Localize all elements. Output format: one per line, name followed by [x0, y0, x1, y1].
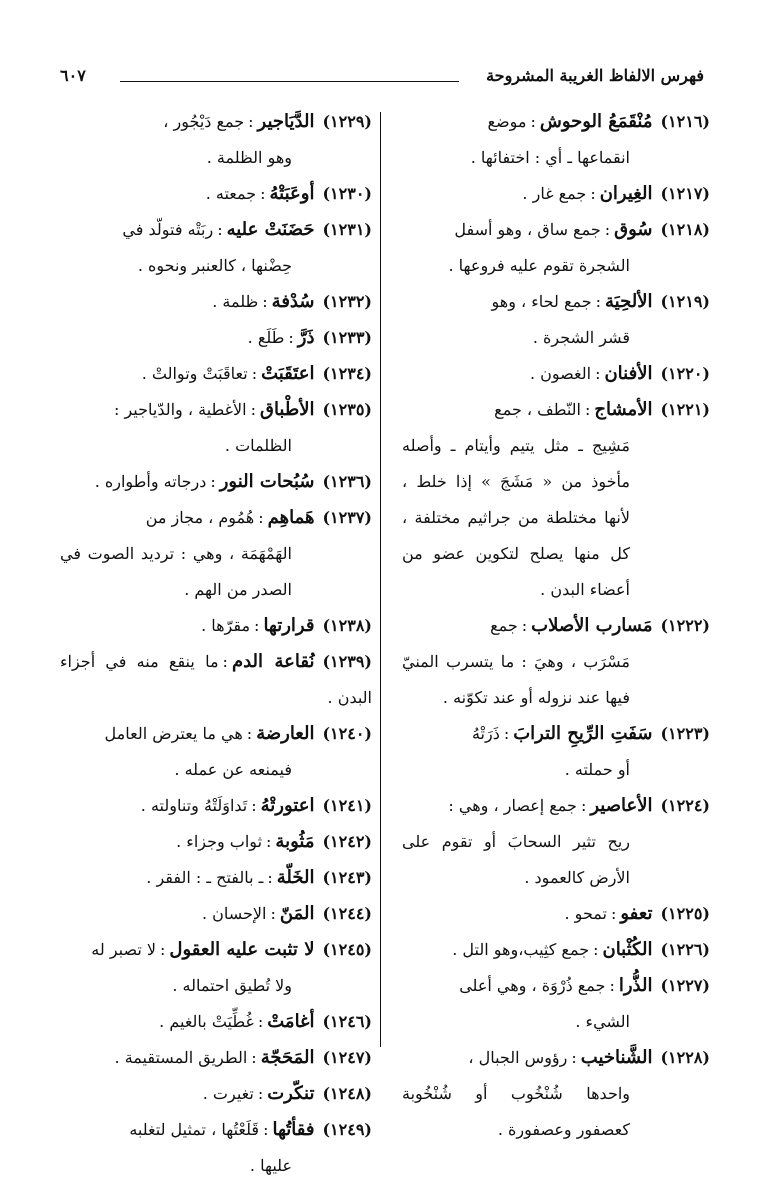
- glossary-entry: [60, 500, 372, 608]
- entry-definition: رؤوس الجبال ،: [468, 1048, 568, 1067]
- glossary-column-left: [60, 104, 372, 1184]
- entry-number: (١٢٤٣): [322, 868, 372, 887]
- entry-number: (١٢٢٩): [322, 112, 372, 131]
- glossary-entry: [60, 176, 372, 212]
- entry-separator: :: [251, 364, 258, 383]
- entry-number: (١٢٣٢): [322, 292, 372, 311]
- entry-definition: موضع: [487, 112, 527, 131]
- glossary-entry: [60, 392, 372, 464]
- glossary-entry: [402, 896, 710, 932]
- entry-number: (١٢٢٤): [660, 796, 710, 815]
- entry-word: حَضَنَتْ عليه: [226, 219, 315, 240]
- entry-definition: جمع دَيْجُور ،: [163, 112, 245, 131]
- entry-continuation: قشر الشجرة .: [532, 328, 630, 347]
- entry-word: اعتَقَبَتْ: [261, 363, 315, 384]
- glossary-entry: [402, 212, 710, 284]
- entry-number: (١٢٢٥): [660, 904, 710, 923]
- glossary-entry: [402, 356, 710, 392]
- entry-number: (١٢٤٧): [322, 1048, 372, 1067]
- entry-separator: :: [217, 220, 223, 239]
- entry-word: سُوق: [614, 219, 653, 240]
- entry-number: (١٢١٨): [660, 220, 710, 239]
- entry-definition: تعاقَبَتْ وتوالتْ .: [141, 364, 248, 383]
- entry-definition: ثواب وجزاء .: [176, 832, 263, 851]
- entry-word: الألحِيَة: [605, 291, 653, 312]
- entry-definition: جمع ساق ، وهو أسفل: [454, 220, 601, 239]
- glossary-entry: [402, 968, 710, 1040]
- entry-separator: :: [585, 400, 591, 419]
- column-divider: [380, 112, 381, 1047]
- entry-definition: الغصون .: [529, 364, 592, 383]
- entry-continuation: حِضْنها ، كالعنبر ونحوه .: [137, 256, 292, 275]
- entry-word: الأطْباق: [259, 399, 315, 420]
- entry-number: (١٢٣٤): [322, 364, 372, 383]
- entry-word: هَماهِم: [267, 507, 315, 528]
- entry-separator: :: [257, 1012, 264, 1031]
- entry-definition: جمع ذُرْوَة ، وهي أعلى: [459, 976, 606, 995]
- entry-number: (١٢٣٣): [322, 328, 372, 347]
- entry-number: (١٢٤٦): [322, 1012, 372, 1031]
- page-header: [60, 64, 704, 94]
- glossary-entry: [60, 1004, 372, 1040]
- entry-continuation: واحدها شُنْخُوب أو شُنْخُوبة كعصفور وعصفورة .: [402, 1084, 630, 1139]
- entry-continuation: الهَمْهَمَة ، وهي : ترديد الصوت في الصدر من الهم .: [60, 544, 292, 599]
- entry-definition: جمع كثِيب،وهو التل .: [452, 940, 590, 959]
- entry-separator: :: [257, 1084, 264, 1103]
- entry-separator: :: [609, 976, 615, 995]
- entry-definition: هُمُوم ، مجاز من: [145, 508, 255, 527]
- entry-word: نُقاعة الدم: [231, 651, 315, 672]
- entry-number: (١٢٣٩): [322, 652, 372, 671]
- entry-definition: جمع إعصار ، وهي :: [448, 796, 577, 815]
- entry-separator: :: [593, 940, 599, 959]
- entry-word: لا تثبت عليه العقول: [169, 939, 315, 960]
- glossary-entry: [60, 284, 372, 320]
- entry-word: الدَّيَاجير: [257, 111, 315, 132]
- entry-definition: جمع لحاء ، وهو: [491, 292, 592, 311]
- entry-separator: :: [210, 472, 216, 491]
- entry-word: مَسارب الأصلاب: [531, 615, 653, 636]
- entry-continuation: أو حملته .: [564, 760, 630, 779]
- entry-number: (١٢٤١): [322, 796, 372, 815]
- entry-word: قرارتها: [263, 615, 315, 636]
- entry-separator: :: [260, 184, 266, 203]
- entry-continuation: مَشِيج ـ مثل يتيم وأيتام ـ وأصله مأخوذ من « مَشَجَ » إذا خلط ، لأنها مختلطة من جراثيم مختلفة ، كل منها يصلح لتكوين عضو من أعضاء البدن .: [402, 436, 630, 599]
- entry-separator: :: [604, 220, 611, 239]
- entry-continuation: ريح تثير السحابَ أو تقوم على الأرض كالعمود .: [402, 832, 630, 887]
- entry-number: (١٢٢٣): [660, 724, 710, 743]
- entry-separator: :: [263, 1120, 269, 1139]
- entry-word: اعتورتْهُ: [260, 795, 315, 816]
- entry-word: الأفنان: [604, 363, 653, 384]
- entry-separator: :: [246, 724, 253, 743]
- entry-word: أغامَتْ: [267, 1011, 315, 1032]
- entry-definition: الطريق المستقيمة .: [114, 1048, 248, 1067]
- entry-definition: تمحو .: [564, 904, 607, 923]
- glossary-entry: [402, 104, 710, 176]
- entry-word: مُنْقَمَعُ الوحوش: [539, 111, 653, 132]
- entry-number: (١٢٤٨): [322, 1084, 372, 1103]
- entry-separator: :: [503, 724, 510, 743]
- entry-separator: :: [595, 364, 601, 383]
- entry-definition: ذَرَتْهُ: [471, 724, 500, 743]
- entry-definition: النّطف ، جمع: [494, 400, 581, 419]
- entry-definition: ما ينقع منه في أجزاء البدن .: [60, 652, 372, 707]
- entry-continuation: ولا تُطيق احتماله .: [172, 976, 292, 995]
- entry-separator: :: [160, 940, 166, 959]
- glossary-entry: [60, 464, 372, 500]
- entry-definition: تغيرت .: [202, 1084, 254, 1103]
- entry-word: الذُّرا: [618, 975, 653, 996]
- entry-definition: جمعته .: [205, 184, 257, 203]
- entry-separator: :: [610, 904, 617, 923]
- entry-number: (١٢٣٥): [322, 400, 372, 419]
- entry-number: (١٢٤٠): [322, 724, 372, 743]
- entry-definition: ظلمة .: [212, 292, 259, 311]
- glossary-entry: [60, 860, 372, 896]
- entry-word: الأمشاج: [594, 399, 653, 420]
- glossary-entry: [60, 320, 372, 356]
- glossary-entry: [60, 212, 372, 284]
- entry-separator: :: [222, 652, 228, 671]
- entry-continuation: وهو الظلمة .: [206, 148, 292, 167]
- entry-number: (١٢٢٦): [660, 940, 710, 959]
- glossary-entry: [402, 392, 710, 608]
- glossary-entry: [60, 608, 372, 644]
- entry-separator: :: [267, 868, 273, 887]
- glossary-entry: [402, 284, 710, 356]
- entry-number: (١٢٣١): [322, 220, 372, 239]
- entry-word: تنكّرت: [267, 1083, 315, 1104]
- glossary-entry: [402, 932, 710, 968]
- entry-number: (١٢٣٠): [322, 184, 372, 203]
- entry-separator: :: [248, 112, 254, 131]
- glossary-entry: [402, 1040, 710, 1148]
- entry-number: (١٢٤٥): [322, 940, 372, 959]
- entry-separator: :: [254, 616, 260, 635]
- entry-number: (١٢١٧): [660, 184, 710, 203]
- entry-definition: ربَتْه فتولّد في: [122, 220, 214, 239]
- entry-number: (١٢٤٤): [322, 904, 372, 923]
- entry-word: الشَّناخيب: [580, 1047, 653, 1068]
- entry-separator: :: [270, 904, 276, 923]
- glossary-entry: [60, 932, 372, 1004]
- entry-word: المَحَجّة: [260, 1047, 315, 1068]
- entry-continuation: الظلمات .: [224, 436, 292, 455]
- entry-separator: :: [251, 1048, 257, 1067]
- entry-definition: لا تصبر له: [91, 940, 157, 959]
- entry-word: فقأتُها: [272, 1119, 315, 1140]
- entry-number: (١٢٢٢): [660, 616, 710, 635]
- entry-word: سُدْفة: [271, 291, 315, 312]
- entry-definition: مقرّها .: [201, 616, 251, 635]
- entry-number: (١٢٣٧): [322, 508, 372, 527]
- entry-word: الغِيران: [599, 183, 653, 204]
- entry-word: العارضة: [256, 723, 315, 744]
- entry-word: الأعاصير: [590, 795, 653, 816]
- entry-continuation: عليها .: [249, 1156, 292, 1175]
- glossary-entry: [402, 608, 710, 716]
- entry-word: تعفو: [620, 903, 653, 924]
- entry-separator: :: [251, 796, 257, 815]
- entry-word: الكُثْبان: [602, 939, 653, 960]
- entry-separator: :: [288, 328, 294, 347]
- entry-definition: جمع: [490, 616, 518, 635]
- entry-definition: جمع غار .: [522, 184, 587, 203]
- entry-word: مَثُوبة: [275, 831, 315, 852]
- glossary-entry: [60, 716, 372, 788]
- entry-separator: :: [521, 616, 528, 635]
- entry-separator: :: [571, 1048, 577, 1067]
- glossary-column-right: [402, 104, 710, 1148]
- entry-number: (١٢١٦): [660, 112, 710, 131]
- entry-number: (١٢٤٩): [322, 1120, 372, 1139]
- entry-continuation: فيمنعه عن عمله .: [174, 760, 292, 779]
- entry-definition: هي ما يعترض العامل: [104, 724, 243, 743]
- entry-number: (١٢٢٠): [660, 364, 710, 383]
- entry-definition: ـ بالفتح ـ : الفقر .: [146, 868, 264, 887]
- entry-word: المَنّ: [279, 903, 315, 924]
- entry-definition: غُطِّيَتْ بالغيم .: [159, 1012, 254, 1031]
- glossary-entry: [60, 1112, 372, 1184]
- entry-definition: الإحسان .: [201, 904, 267, 923]
- entry-continuation: انقماعها ـ أي : اختفائها .: [470, 148, 630, 167]
- glossary-entry: [60, 1040, 372, 1076]
- entry-definition: طَلَع .: [247, 328, 285, 347]
- entry-separator: :: [580, 796, 587, 815]
- entry-definition: الأغطية ، والدّياجير :: [113, 400, 247, 419]
- glossary-entry: [402, 788, 710, 896]
- entry-separator: :: [250, 400, 256, 419]
- glossary-entry: [60, 788, 372, 824]
- glossary-entry: [60, 1076, 372, 1112]
- glossary-entry: [402, 716, 710, 788]
- entry-separator: :: [262, 292, 268, 311]
- glossary-entry: [60, 644, 372, 716]
- entry-separator: :: [530, 112, 536, 131]
- entry-definition: قَلَعْتُها ، تمثيل لتغلبه: [129, 1120, 260, 1139]
- entry-number: (١٢٣٨): [322, 616, 372, 635]
- entry-number: (١٢٢٨): [660, 1048, 710, 1067]
- entry-word: سَفَتِ الرِّيحِ الترابَ: [513, 723, 653, 744]
- glossary-entry: [60, 896, 372, 932]
- glossary-entry: [60, 824, 372, 860]
- entry-definition: درجاته وأطواره .: [94, 472, 207, 491]
- glossary-entry: [402, 176, 710, 212]
- entry-number: (١٢٣٦): [322, 472, 372, 491]
- entry-word: سُبُحات النور: [219, 471, 315, 492]
- entry-definition: تَداوَلَتْهُ وتناولته .: [140, 796, 248, 815]
- entry-continuation: مَسْرَب ، وهيَ : ما يتسرب المنيّ فيها عند نزوله أو عند تكوّنه .: [402, 652, 630, 707]
- entry-word: ذَرَّ: [297, 327, 315, 348]
- entry-separator: :: [590, 184, 596, 203]
- entry-number: (١٢٤٢): [322, 832, 372, 851]
- entry-continuation: الشيء .: [575, 1012, 630, 1031]
- entry-separator: :: [258, 508, 264, 527]
- entry-word: الخَلّة: [276, 867, 315, 888]
- entry-continuation: الشجرة تقوم عليه فروعها .: [448, 256, 630, 275]
- entry-separator: :: [266, 832, 272, 851]
- entry-word: أوعَبَتْهُ: [269, 183, 315, 204]
- entry-number: (١٢٢١): [660, 400, 710, 419]
- entry-number: (١٢١٩): [660, 292, 710, 311]
- glossary-entry: [60, 104, 372, 176]
- running-title: فهرس الالفاظ الغريبة المشروحة: [486, 66, 704, 85]
- entry-separator: :: [595, 292, 602, 311]
- glossary-entry: [60, 356, 372, 392]
- entry-number: (١٢٢٧): [660, 976, 710, 995]
- header-rule: [120, 81, 459, 82]
- page-number: ٦٠٧: [60, 66, 86, 85]
